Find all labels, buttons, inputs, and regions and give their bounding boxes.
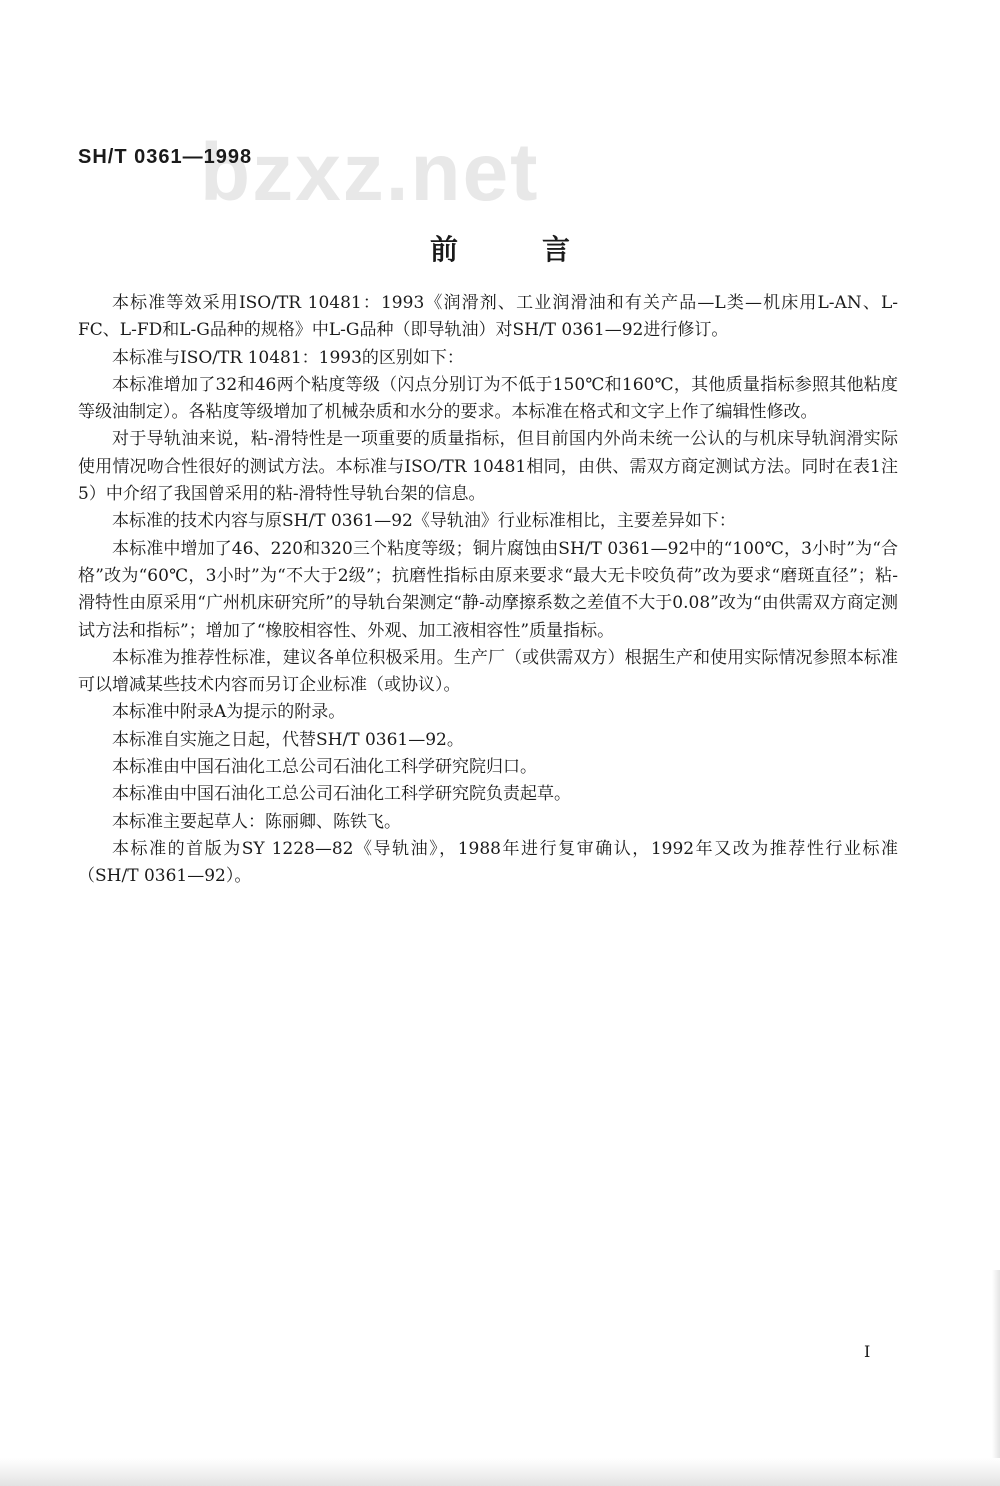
paragraph: 本标准的首版为SY 1228—82《导轨油》，1988年进行复审确认，1992年又改为推荐性行业标准（SH/T 0361—92）。 [78,838,898,887]
scan-edge-shadow [992,1270,1000,1460]
paragraph: 本标准中增加了46、220和320三个粘度等级；铜片腐蚀由SH/T 0361—92中的“100℃，3小时”为“合格”改为“60℃，3小时”为“不大于2级”；抗磨性指标由原来要求“最大无卡咬负荷”改为要求“磨斑直径”；粘-滑特性由原采用“广州机床研究所”的导轨台架测定“静-动摩擦系数之差值不大于0.08”改为“由供需双方商定测试方法和指标”；增加了“橡胶相容性、外观、加工液相容性”质量指标。 [78,538,898,641]
paragraph: 本标准由中国石油化工总公司石油化工科学研究院负责起草。 [112,784,571,805]
page-title: 前言 [429,233,654,266]
paragraph: 本标准与ISO/TR 10481：1993的区别如下： [112,347,464,368]
paragraph: 本标准为推荐性标准，建议各单位积极采用。生产厂（或供需双方）根据生产和使用实际情况参照本标准可以增减某些技术内容而另订企业标准（或协议）。 [78,647,898,696]
standard-number: SH/T 0361—1998 [78,146,253,168]
paragraph: 本标准由中国石油化工总公司石油化工科学研究院归口。 [112,757,537,778]
paragraph: 对于导轨油来说，粘-滑特性是一项重要的质量指标，但目前国内外尚未统一公认的与机床导轨润滑实际使用情况吻合性很好的测试方法。本标准与ISO/TR 10481相同，由供、需双方商定测试方法。同时在表1注5）中介绍了我国曾采用的粘-滑特性导轨台架的信息。 [78,429,898,505]
paragraph: 本标准中附录A为提示的附录。 [112,702,346,723]
foreword-body [78,290,898,891]
watermark: bzxz.net [200,127,540,218]
paragraph: 本标准等效采用ISO/TR 10481：1993《润滑剂、工业润滑油和有关产品—L类—机床用L-AN、L-FC、L-FD和L-G品种的规格》中L-G品种（即导轨油）对SH/T 0361—92进行修订。 [78,293,898,341]
paragraph: 本标准主要起草人：陈丽卿、陈铁飞。 [112,811,401,832]
paragraph: 本标准增加了32和46两个粘度等级（闪点分别订为不低于150℃和160℃，其他质量指标参照其他粘度等级油制定）。各粘度等级增加了机械杂质和水分的要求。本标准在格式和文字上作了编辑性修改。 [78,374,898,423]
paragraph: 本标准的技术内容与原SH/T 0361—92《导轨油》行业标准相比，主要差异如下： [112,511,736,532]
scan-bottom-shadow [0,1458,1000,1486]
paragraph: 本标准自实施之日起，代替SH/T 0361—92。 [112,729,464,750]
page-number: I [864,1342,871,1361]
